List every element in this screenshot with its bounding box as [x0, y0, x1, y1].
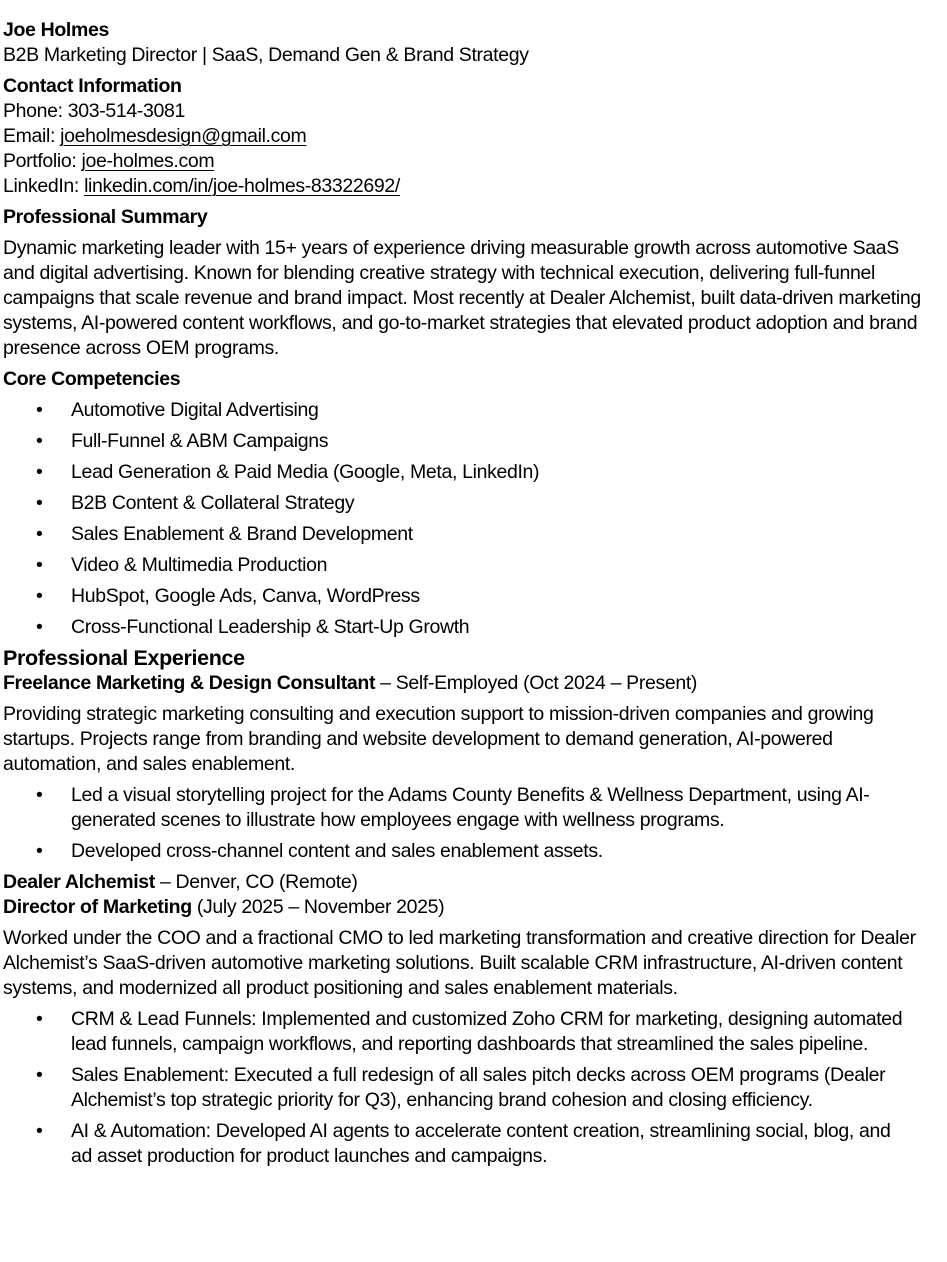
competencies-section: [3, 367, 933, 640]
bullet-icon: •: [36, 554, 43, 576]
job-title: Director of Marketing: [3, 896, 192, 918]
list-item: • Automotive Digital Advertising: [36, 399, 319, 421]
candidate-name: Joe Holmes: [3, 19, 109, 41]
email-link[interactable]: joeholmesdesign@gmail.com: [60, 125, 307, 147]
contact-linkedin: [3, 174, 933, 199]
bullet-icon: •: [36, 492, 43, 514]
bullet-icon: •: [36, 840, 43, 862]
bullet-icon: •: [36, 585, 43, 607]
linkedin-link[interactable]: linkedin.com/in/joe-holmes-83322692/: [84, 175, 400, 197]
phone-label: Phone:: [3, 100, 68, 122]
competencies-heading: Core Competencies: [3, 368, 181, 390]
job-title-line: [3, 895, 933, 920]
job-meta: – Self-Employed (Oct 2024 – Present): [375, 672, 698, 694]
experience-section: [3, 646, 933, 1169]
bullet-icon: •: [36, 399, 43, 421]
job-description: Providing strategic marketing consulting and execution support to mission-driven companies and growing startups. Projects range from branding and website development to demand generation, AI-powered automation, and sales enablement.: [3, 703, 874, 775]
job-dealer-alchemist: [3, 870, 933, 1169]
contact-heading: Contact Information: [3, 75, 182, 97]
list-item: • CRM & Lead Funnels: Implemented and customized Zoho CRM for marketing, designing automated lead funnels, campaign workflows, and reporting dashboards that streamlined the sales pipeline.: [36, 1008, 903, 1055]
company-name: Dealer Alchemist: [3, 871, 155, 893]
job-description: Worked under the COO and a fractional CMO to led marketing transformation and creative direction for Dealer Alchemist’s SaaS-driven automotive marketing solutions. Built scalable CRM infrastructure, AI-driven content systems, and modernized all product positioning and sales enablement materials.: [3, 927, 916, 999]
bullet-icon: •: [36, 461, 43, 483]
job-title: Freelance Marketing & Design Consultant: [3, 672, 376, 694]
portfolio-label: Portfolio:: [3, 150, 82, 172]
linkedin-label: LinkedIn:: [3, 175, 85, 197]
job-dates: (July 2025 – November 2025): [191, 896, 445, 918]
job-bullets: [3, 783, 933, 864]
list-item: • Sales Enablement: Executed a full redesign of all sales pitch decks across OEM programs (Dealer Alchemist’s top strategic priority for Q3), enhancing brand cohesion and closing efficiency.: [36, 1064, 886, 1111]
list-item: • Developed cross-channel content and sales enablement assets.: [36, 840, 603, 862]
list-item: • Full-Funnel & ABM Campaigns: [36, 430, 329, 452]
bullet-icon: •: [36, 1064, 43, 1086]
bullet-icon: •: [36, 430, 43, 452]
bullet-icon: •: [36, 784, 43, 806]
list-item: • Lead Generation & Paid Media (Google, Meta, LinkedIn): [36, 461, 540, 483]
job-freelance: [3, 671, 933, 864]
summary-heading: Professional Summary: [3, 206, 208, 228]
experience-heading: Professional Experience: [3, 646, 245, 670]
portfolio-link[interactable]: joe-holmes.com: [81, 150, 215, 172]
job-title-line: [3, 671, 933, 696]
list-item: • Video & Multimedia Production: [36, 554, 328, 576]
bullet-icon: •: [36, 523, 43, 545]
contact-section: [3, 74, 933, 199]
candidate-tagline: B2B Marketing Director | SaaS, Demand Gen & Brand Strategy: [3, 44, 529, 66]
list-item: • HubSpot, Google Ads, Canva, WordPress: [36, 585, 420, 607]
list-item: • Sales Enablement & Brand Development: [36, 523, 413, 545]
contact-email: [3, 124, 933, 149]
list-item: • B2B Content & Collateral Strategy: [36, 492, 355, 514]
company-location: – Denver, CO (Remote): [154, 871, 358, 893]
email-label: Email:: [3, 125, 61, 147]
bullet-icon: •: [36, 1120, 43, 1142]
list-item: • Led a visual storytelling project for the Adams County Benefits & Wellness Department, using AI-generated scenes to illustrate how employees engage with wellness programs.: [36, 784, 870, 831]
bullet-icon: •: [36, 616, 43, 638]
summary-text: Dynamic marketing leader with 15+ years of experience driving measurable growth across automotive SaaS and digital advertising. Known for blending creative strategy with technical execution, delivering full-funnel campaigns that scale revenue and brand impact. Most recently at Dealer Alchemist, built data-driven marketing systems, AI-powered content workflows, and go-to-market strategies that elevated product adoption and brand presence across OEM programs.: [3, 237, 921, 359]
list-item: • AI & Automation: Developed AI agents to accelerate content creation, streamlining social, blog, and ad asset production for product launches and campaigns.: [36, 1120, 891, 1167]
company-line: [3, 870, 933, 895]
contact-phone: [3, 99, 933, 124]
list-item: • Cross-Functional Leadership & Start-Up Growth: [36, 616, 470, 638]
contact-portfolio: [3, 149, 933, 174]
competencies-list: [3, 398, 933, 640]
bullet-icon: •: [36, 1008, 43, 1030]
job-bullets: [3, 1007, 933, 1169]
summary-section: [3, 205, 933, 361]
phone-value: 303-514-3081: [67, 100, 186, 122]
